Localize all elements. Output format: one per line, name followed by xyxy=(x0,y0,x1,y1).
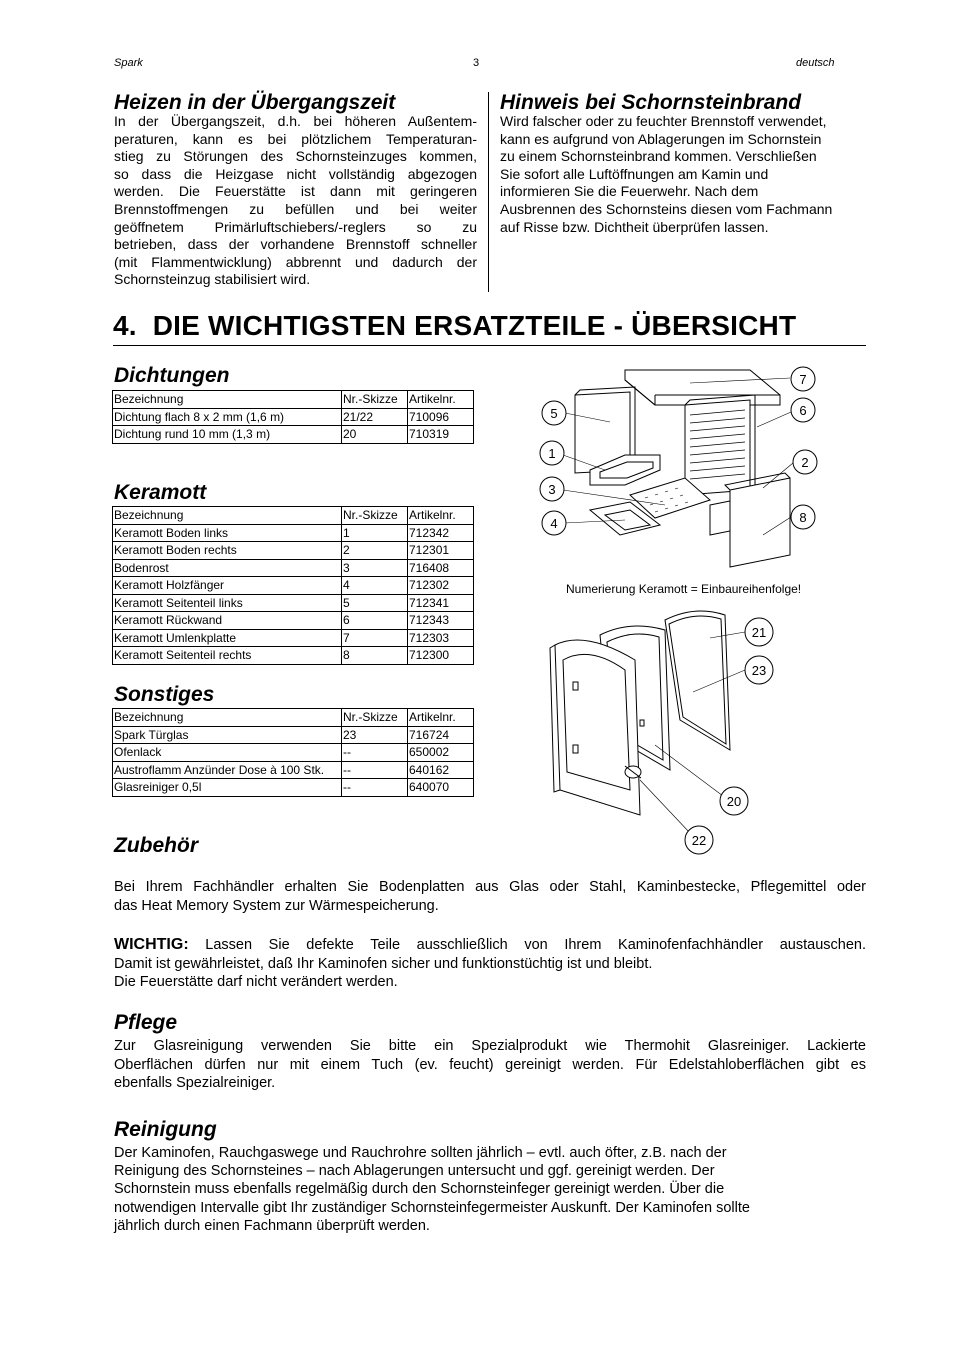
text-line: Bei Ihrem Fachhändler erhalten Sie Bodenplatten aus Glas oder Stahl, Kaminbestecke, Pflegemittel oder xyxy=(114,879,866,895)
table-row xyxy=(113,647,474,665)
table-cell: 7 xyxy=(342,629,408,647)
callout-label: 4 xyxy=(550,516,558,531)
table-cell: 6 xyxy=(342,612,408,630)
text-line: Die Feuerstätte darf nicht verändert werden. xyxy=(114,974,398,990)
table-cell: 712300 xyxy=(408,647,474,665)
column-header: Nr.-Skizze xyxy=(342,709,408,727)
text-line: Brennstoffmengen zu befüllen und bei weiter xyxy=(114,200,477,217)
text-line: Schornsteinzug stabilisiert wird. xyxy=(114,271,311,288)
column-header: Nr.-Skizze xyxy=(342,391,408,409)
table-cell: Keramott Seitenteil links xyxy=(113,594,342,612)
section-uebergangszeit xyxy=(114,91,477,289)
keramott-title: Keramott xyxy=(114,481,207,504)
section-body xyxy=(114,113,477,289)
table-row xyxy=(113,426,474,444)
table-cell: Austroflamm Anzünder Dose à 100 Stk. xyxy=(113,761,342,779)
pflege-body xyxy=(114,1037,866,1093)
table-cell: 640070 xyxy=(408,779,474,797)
table-row xyxy=(113,542,474,560)
callout-label: 22 xyxy=(691,833,707,848)
text-line: informieren Sie die Feuerwehr. Nach dem xyxy=(500,183,759,200)
text-line: Sie sofort alle Luftöffnungen am Kamin und xyxy=(500,165,769,182)
column-header: Artikelnr. xyxy=(408,507,474,525)
reinigung-title: Reinigung xyxy=(114,1118,217,1141)
text-line: Der Kaminofen, Rauchgaswege und Rauchrohre sollten jährlich – evtl. auch öfter, z.B. nach der xyxy=(114,1145,727,1161)
chapter-heading xyxy=(113,310,796,342)
callout-label: 5 xyxy=(550,406,558,421)
text-line: geöffnetem Primärluftschiebers/-reglers so zu xyxy=(114,218,477,235)
table-cell: Bodenrost xyxy=(113,559,342,577)
table-cell: Glasreiniger 0,5l xyxy=(113,779,342,797)
keramott-table xyxy=(112,506,474,665)
pflege-title: Pflege xyxy=(114,1011,178,1034)
table-cell: Dichtung rund 10 mm (1,3 m) xyxy=(113,426,342,444)
text-line: peraturen, kann es bei plötzlichem Temperaturan- xyxy=(114,130,477,147)
callout-label: 8 xyxy=(799,510,807,525)
sonstiges-table xyxy=(112,708,474,797)
column-header: Bezeichnung xyxy=(113,391,342,409)
table-cell: 640162 xyxy=(408,761,474,779)
table-cell: 1 xyxy=(342,524,408,542)
wichtig-notice xyxy=(114,936,866,992)
table-cell: 650002 xyxy=(408,744,474,762)
section-body xyxy=(500,113,870,236)
table-cell: Keramott Seitenteil rechts xyxy=(113,647,342,665)
sonstiges-title: Sonstiges xyxy=(114,683,215,706)
callout-label: 23 xyxy=(751,663,767,678)
column-header: Bezeichnung xyxy=(113,507,342,525)
header-right: deutsch xyxy=(796,57,835,69)
section-title: Hinweis bei Schornsteinbrand xyxy=(500,91,802,114)
text-line: betrieben, dass der vorhandene Brennstoff schneller xyxy=(114,236,477,253)
page-number: 3 xyxy=(473,57,480,69)
table-cell: -- xyxy=(342,744,408,762)
table-row xyxy=(113,761,474,779)
table-cell: Keramott Rückwand xyxy=(113,612,342,630)
zubehoer-body xyxy=(114,878,866,915)
table-cell: 5 xyxy=(342,594,408,612)
dichtungen-title: Dichtungen xyxy=(114,364,230,387)
text-line: In der Übergangszeit, d.h. bei höheren Außentem- xyxy=(114,113,477,129)
table-row xyxy=(113,629,474,647)
text-line: Oberflächen dürfen nur mit einem Tuch (ev. feucht) gereinigt werden. Für Edelstahloberflächen gibt es xyxy=(114,1056,866,1073)
callout-label: 1 xyxy=(548,446,556,461)
table-cell: 712303 xyxy=(408,629,474,647)
column-header: Nr.-Skizze xyxy=(342,507,408,525)
table-header-row xyxy=(113,391,474,409)
callout-label: 2 xyxy=(801,455,809,470)
text-line: (mit Flammentwicklung) abbrennt und dadurch der xyxy=(114,253,477,270)
text-line: stieg zu Störungen des Schornsteinzuges kommen, xyxy=(114,148,477,165)
table-cell: 8 xyxy=(342,647,408,665)
zubehoer-title: Zubehör xyxy=(114,834,198,857)
callout-label: 3 xyxy=(548,482,556,497)
text-line: kann es aufgrund von Ablagerungen im Schornstein xyxy=(500,130,822,147)
text-line: auf Risse bzw. Dichtheit überprüfen lassen. xyxy=(500,218,769,235)
dichtungen-table xyxy=(112,390,474,444)
door-exploded-diagram xyxy=(545,600,785,860)
table-cell: 20 xyxy=(342,426,408,444)
callout-label: 7 xyxy=(799,372,807,387)
text-line xyxy=(114,936,866,955)
text-line: Reinigung des Schornsteines – nach Ablagerungen untersucht und ggf. gereinigt werden. Der xyxy=(114,1163,715,1180)
text-line: jährlich durch einen Fachmann überprüft werden. xyxy=(114,1217,430,1234)
table-row xyxy=(113,779,474,797)
table-row xyxy=(113,726,474,744)
text-line: Schornstein muss ebenfalls regelmäßig durch den Schornsteinfeger gereinigt werden. Über die xyxy=(114,1181,725,1198)
text-line: Ausbrennen des Schornsteins diesen vom Fachmann xyxy=(500,200,833,217)
table-cell: 23 xyxy=(342,726,408,744)
table-cell: Spark Türglas xyxy=(113,726,342,744)
table-cell: Ofenlack xyxy=(113,744,342,762)
diagram-caption: Numerierung Keramott = Einbaureihenfolge! xyxy=(566,582,802,596)
chapter-number: 4. xyxy=(113,310,137,341)
column-divider xyxy=(488,92,489,292)
section-title: Heizen in der Übergangszeit xyxy=(114,91,396,114)
table-cell: Keramott Boden links xyxy=(113,524,342,542)
column-header: Bezeichnung xyxy=(113,709,342,727)
table-row xyxy=(113,524,474,542)
table-cell: 716724 xyxy=(408,726,474,744)
table-row xyxy=(113,744,474,762)
table-cell: Keramott Umlenkplatte xyxy=(113,629,342,647)
table-cell: 712343 xyxy=(408,612,474,630)
table-cell: -- xyxy=(342,761,408,779)
table-cell: 21/22 xyxy=(342,408,408,426)
text-line: werden. Die Feuerstätte ist dann mit geringeren xyxy=(114,183,477,200)
text-line: notwendigen Intervalle gibt Ihr zuständiger Schornsteinfegermeister Auskunft. Der Kaminofen sollte xyxy=(114,1199,750,1216)
table-cell: Dichtung flach 8 x 2 mm (1,6 m) xyxy=(113,408,342,426)
table-cell: 710319 xyxy=(408,426,474,444)
chapter-rule xyxy=(113,345,866,346)
text-line: das Heat Memory System zur Wärmespeicherung. xyxy=(114,897,439,914)
text-line: Zur Glasreinigung verwenden Sie bitte ein Spezialprodukt wie Thermohit Glasreiniger. Lackierte xyxy=(114,1038,866,1054)
table-cell: 710096 xyxy=(408,408,474,426)
reinigung-body xyxy=(114,1144,866,1235)
table-row xyxy=(113,594,474,612)
wichtig-text: Lassen Sie defekte Teile ausschließlich von Ihrem Kaminofenfachhändler austauschen. xyxy=(205,937,867,953)
table-cell: 712342 xyxy=(408,524,474,542)
table-cell: 4 xyxy=(342,577,408,595)
table-cell: 712302 xyxy=(408,577,474,595)
text-line: ebenfalls Spezialreiniger. xyxy=(114,1075,276,1091)
table-cell: 3 xyxy=(342,559,408,577)
wichtig-label: WICHTIG: xyxy=(114,936,189,953)
table-cell: -- xyxy=(342,779,408,797)
text-line: so dass die Heizgase nicht vollständig abgezogen xyxy=(114,165,477,182)
text-line: Damit ist gewährleistet, daß Ihr Kaminofen sicher und funktionstüchtig ist und bleibt. xyxy=(114,955,653,972)
chapter-title: DIE WICHTIGSTEN ERSATZTEILE - ÜBERSICHT xyxy=(152,310,797,341)
callout-label: 6 xyxy=(799,403,807,418)
table-cell: 712341 xyxy=(408,594,474,612)
table-row xyxy=(113,577,474,595)
table-cell: 716408 xyxy=(408,559,474,577)
keramott-exploded-diagram xyxy=(535,360,835,580)
callout-label: 20 xyxy=(726,794,742,809)
callout-label: 21 xyxy=(751,625,767,640)
text-line: zu einem Schornsteinbrand kommen. Verschließen xyxy=(500,148,817,165)
column-header: Artikelnr. xyxy=(408,709,474,727)
table-cell: Keramott Holzfänger xyxy=(113,577,342,595)
table-header-row xyxy=(113,709,474,727)
column-header: Artikelnr. xyxy=(408,391,474,409)
text-line: Wird falscher oder zu feuchter Brennstoff verwendet, xyxy=(500,113,827,129)
table-cell: Keramott Boden rechts xyxy=(113,542,342,560)
table-cell: 2 xyxy=(342,542,408,560)
table-cell: 712301 xyxy=(408,542,474,560)
header-left: Spark xyxy=(114,57,143,69)
section-schornsteinbrand xyxy=(500,91,870,236)
table-header-row xyxy=(113,507,474,525)
table-row xyxy=(113,612,474,630)
table-row xyxy=(113,408,474,426)
table-row xyxy=(113,559,474,577)
